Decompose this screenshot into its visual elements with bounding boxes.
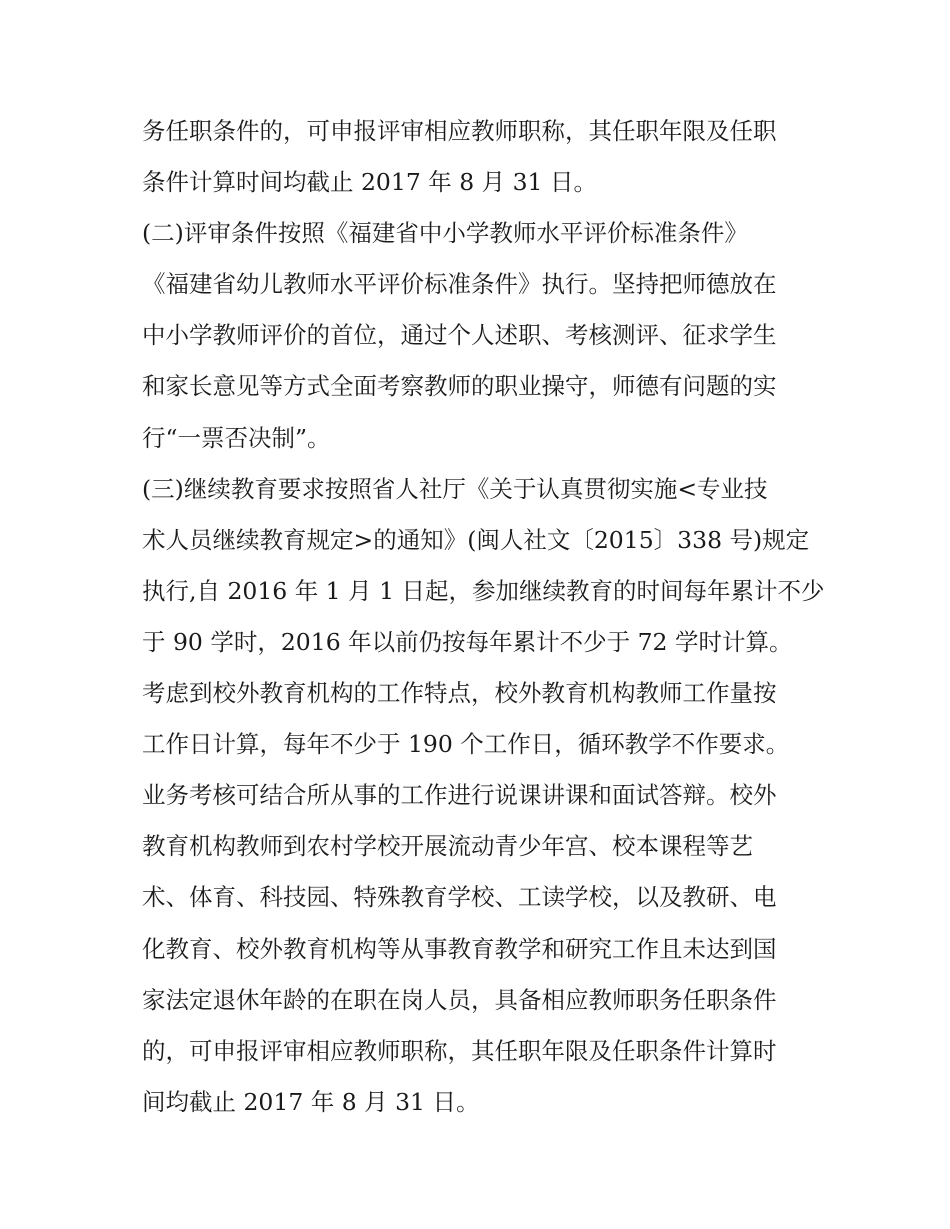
text-line: 家法定退休年龄的在职在岗人员，具备相应教师职务任职条件: [142, 985, 777, 1014]
text-line: 的，可申报评审相应教师职称，其任职年限及任职条件计算时: [142, 1036, 777, 1065]
text-line: 考虑到校外教育机构的工作特点，校外教育机构教师工作量按: [142, 679, 777, 708]
text-line: 业务考核可结合所从事的工作进行说课讲课和面试答辩。校外: [142, 781, 777, 810]
text-line: 教育机构教师到农村学校开展流动青少年宫、校本课程等艺: [142, 832, 753, 861]
text-line: 行“一票否决制”。: [142, 423, 331, 452]
text-line: 间均截止 2017 年 8 月 31 日。: [142, 1087, 480, 1116]
text-line: 于 90 学时，2016 年以前仍按每年累计不少于 72 学时计算。: [142, 627, 793, 656]
body-text: [142, 106, 825, 1128]
text-line: 执行,自 2016 年 1 月 1 日起，参加继续教育的时间每年累计不少: [142, 576, 825, 605]
text-line: 术人员继续教育规定>的通知》(闽人社文〔2015〕338 号)规定: [142, 525, 810, 554]
text-line: 条件计算时间均截止 2017 年 8 月 31 日。: [142, 168, 597, 197]
text-line: 中小学教师评价的首位，通过个人述职、考核测评、征求学生: [142, 321, 777, 350]
text-line: 化教育、校外教育机构等从事教育教学和研究工作且未达到国: [142, 934, 777, 963]
text-line: 术、体育、科技园、特殊教育学校、工读学校，以及教研、电: [142, 883, 777, 912]
text-line: (二)评审条件按照《福建省中小学教师水平评价标准条件》: [142, 219, 748, 248]
text-line: 工作日计算，每年不少于 190 个工作日，循环教学不作要求。: [142, 730, 790, 759]
text-line: 《福建省幼儿教师水平评价标准条件》执行。坚持把师德放在: [142, 270, 777, 299]
text-line: 和家长意见等方式全面考察教师的职业操守，师德有问题的实: [142, 372, 777, 401]
text-line: 务任职条件的，可申报评审相应教师职称，其任职年限及任职: [142, 117, 777, 145]
text-line: (三)继续教育要求按照省人社厅《关于认真贯彻实施<专业技: [142, 474, 768, 503]
